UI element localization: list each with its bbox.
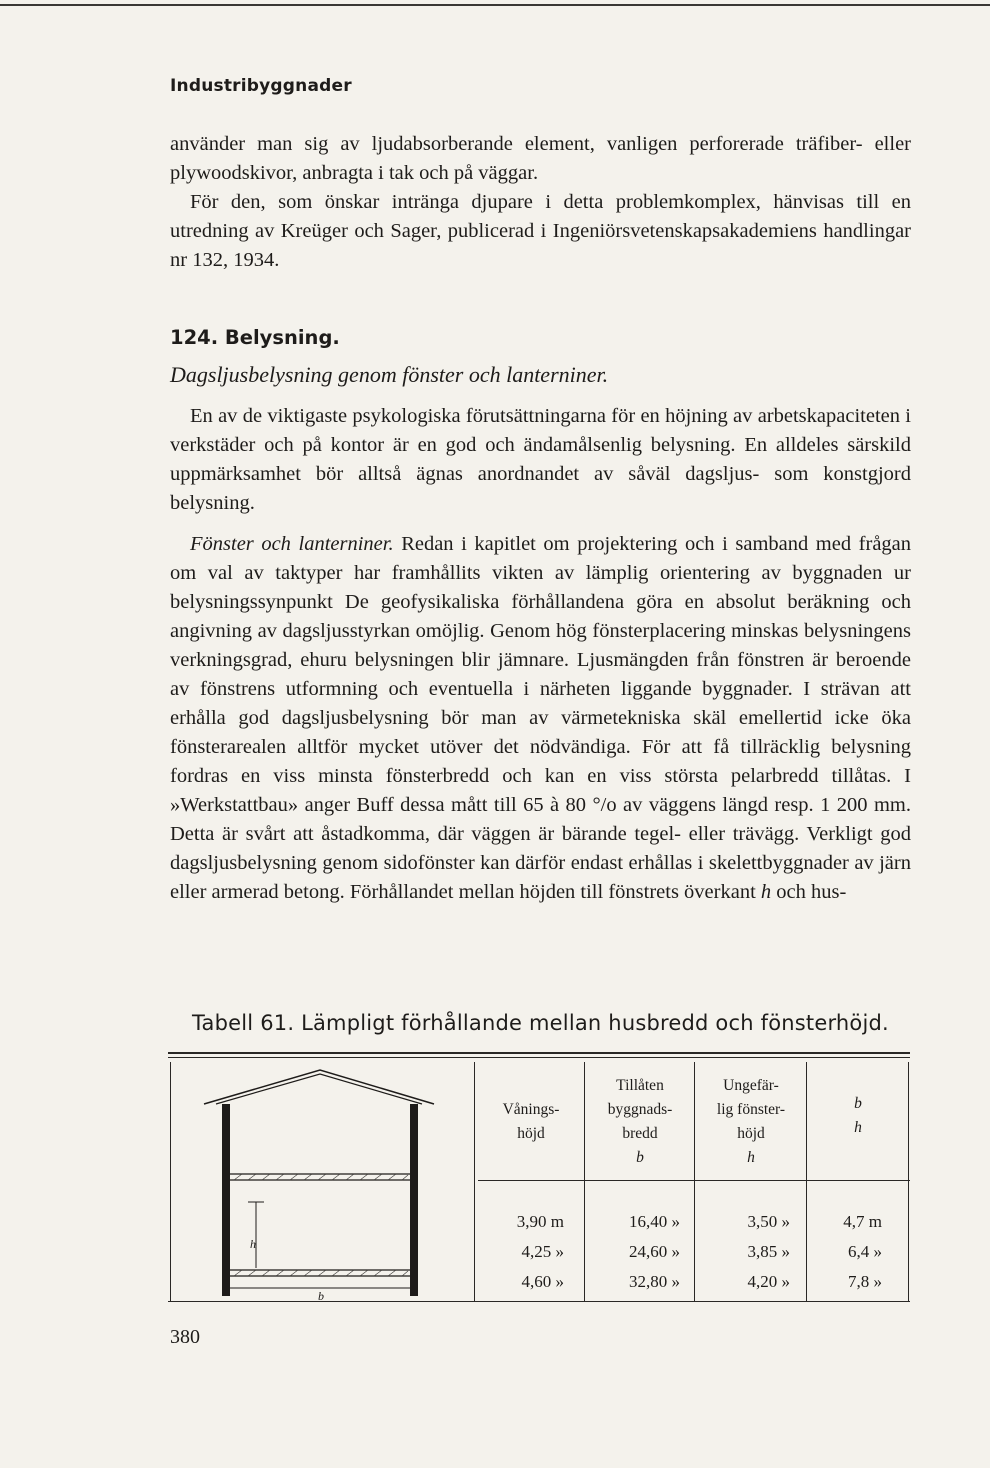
header-vaningshojd	[478, 1098, 584, 1146]
header-line: bredd	[622, 1125, 658, 1142]
table-top-rule-2	[168, 1057, 910, 1058]
table-cell: 16,40 »	[629, 1212, 680, 1231]
paragraph-lead: Fönster och lanterniner.	[190, 533, 394, 555]
table-cell: 4,20 »	[747, 1272, 790, 1291]
left-wall	[222, 1104, 230, 1296]
table-cell: 3,85 »	[747, 1242, 790, 1261]
table-cell: 3,90 m	[516, 1212, 564, 1231]
intro-paragraph-1: använder man sig av ljudabsorberande element, vanligen perforerade träfiber- eller plywoodskivor, anbragta i tak och på väggar.	[170, 133, 911, 184]
paragraph-variable-h: h	[760, 881, 772, 903]
section-paragraph-1	[170, 402, 911, 518]
table-cell: 4,25 »	[521, 1242, 564, 1261]
table-top-rule	[168, 1052, 910, 1054]
paragraph-tail: och hus-	[776, 881, 847, 903]
header-byggnadsbredd	[586, 1074, 694, 1170]
table-right-border	[908, 1062, 909, 1301]
header-line: byggnads-	[607, 1101, 673, 1118]
section-subheading: Dagsljusbelysning genom fönster och lanterniner.	[170, 362, 609, 387]
section-heading: 124. Belysning.	[170, 326, 340, 349]
section-paragraph-2	[170, 530, 911, 907]
intro-paragraph-2: För den, som önskar intränga djupare i detta problemkomplex, hänvisas till en utredning av Kreüger och Sager, publicerad i Ingeniörsvetenskapsakademiens handlingar nr 132, 1934.	[170, 191, 911, 271]
header-variable: b	[636, 1149, 644, 1166]
table-cell: 3,50 »	[747, 1212, 790, 1231]
top-rule	[0, 4, 990, 6]
table-divider-col1	[584, 1062, 585, 1301]
table-divider-col2	[694, 1062, 695, 1301]
roof-outline	[204, 1070, 434, 1104]
header-variable: h	[747, 1149, 755, 1166]
header-line: Tillåten	[616, 1077, 664, 1094]
table-cell: 7,8 »	[848, 1272, 882, 1291]
table-caption: Tabell 61. Lämpligt förhållande mellan husbredd och fönsterhöjd.	[192, 1011, 889, 1035]
intro-text	[170, 130, 911, 275]
header-line: lig fönster-	[716, 1101, 786, 1118]
table-cell: 24,60 »	[629, 1242, 680, 1261]
table-61	[168, 1052, 910, 1306]
table-cell: 4,60 »	[521, 1272, 564, 1291]
page-number: 380	[170, 1326, 200, 1348]
header-line: höjd	[737, 1125, 765, 1142]
house-section-figure	[168, 1062, 468, 1302]
figure-label-h: h	[250, 1237, 256, 1251]
header-line: b	[854, 1095, 862, 1112]
header-ratio	[808, 1092, 908, 1140]
paragraph-body: Redan i kapitlet om projektering och i samband med frågan om val av taktyper har framhållits vikten av lämplig orientering av byggnaden ur belysningssynpunkt De geofysikaliska förhållandena göra en absolut beräkning och angivning av dagsljusstyrkan omöjlig. Genom hög fönsterplacering minskas belysningens verkningsgrad, ehuru belysningen blir jämnare. Ljusmängden från fönstren är beroende av fönstrens utformning och eventuella i närheten liggande byggnader. I strävan att erhålla god dagsljusbelysning bör man av värmetekniska skäl emellertid icke öka fönsterarealen alltför mycket utöver det nödvändiga. För att få tillräcklig belysning fordras en viss minsta fönsterbredd och kan en viss största pelarbredd tillåtas. I »Werkstattbau» anger Buff dessa mått till 65 à 80 °/o av väggens längd resp. 1 200 mm. Detta är svårt att åstadkomma, där väggen är bärande tegel- eller trävägg. Verkligt god dagsljusbelysning genom sidofönster kan därför endast erhållas i skelettbyggnader av järn eller armerad betong. Förhållandet mellan höjden till fönstrets överkant	[170, 533, 912, 903]
table-cell: 32,80 »	[629, 1272, 680, 1291]
figure-label-b: b	[318, 1289, 324, 1302]
table-cell: 4,7 m	[843, 1212, 882, 1231]
header-line: h	[854, 1119, 862, 1136]
header-line: höjd	[517, 1125, 545, 1142]
right-wall	[410, 1104, 418, 1296]
table-divider-col3	[806, 1062, 807, 1301]
header-fonsterhojd	[696, 1074, 806, 1170]
paragraph-text: En av de viktigaste psykologiska förutsättningarna för en höjning av arbetskapaciteten i verkstäder och på kontor är en god och ändamålsenlig belysning. En alldeles särskild uppmärksamhet bör alltså ägnas anordnandet av såväl dagsljus- som konstgjord belysning.	[170, 405, 911, 514]
header-line: Ungefär-	[723, 1077, 779, 1094]
table-cell: 6,4 »	[848, 1242, 882, 1261]
running-head: Industribyggnader	[170, 76, 352, 96]
roof-inner	[216, 1074, 422, 1104]
header-line: Vånings-	[502, 1101, 560, 1118]
table-divider-figure	[474, 1062, 475, 1301]
